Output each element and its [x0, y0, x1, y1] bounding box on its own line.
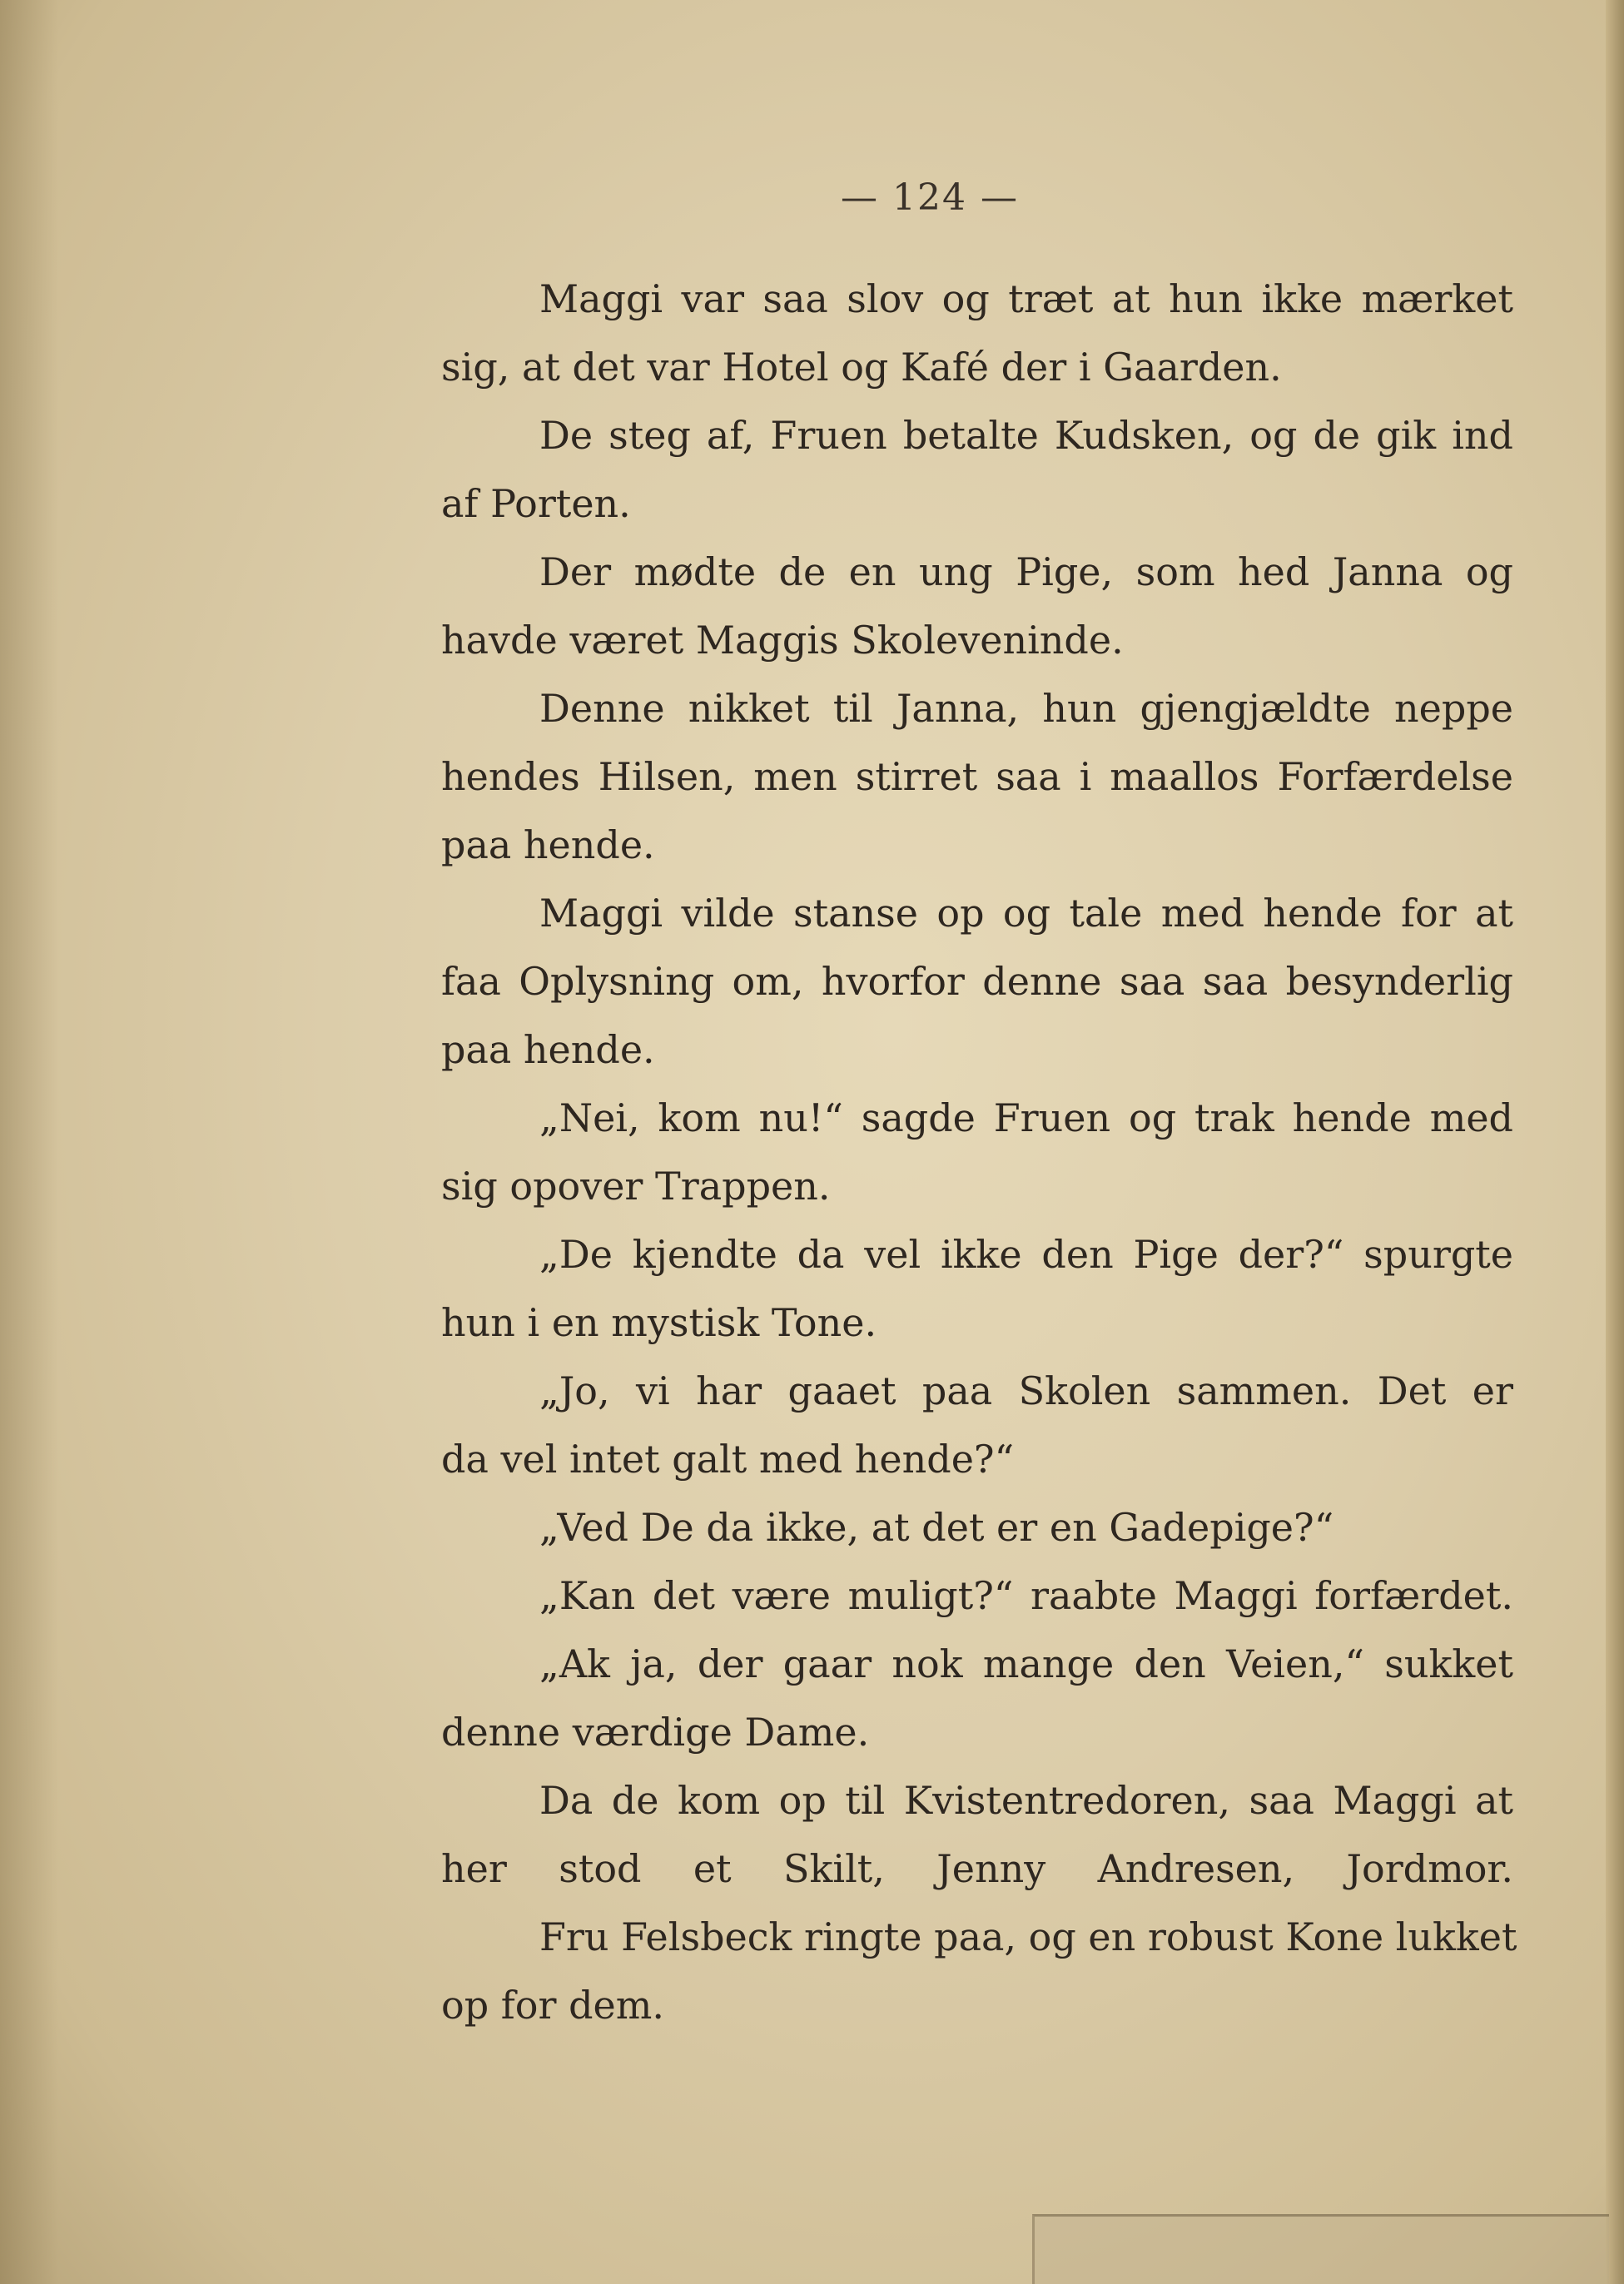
text-line: af Porten.	[441, 481, 631, 526]
text-line: sig, at det var Hotel og Kafé der i Gaarden.	[441, 345, 1282, 390]
text-line: da vel intet galt med hende?“	[441, 1437, 1015, 1482]
text-line: op for dem.	[441, 1983, 665, 2028]
text-line: denne værdige Dame.	[441, 1710, 870, 1755]
text-line: faa Oplysning om, hvorfor denne saa saa besynderlig	[441, 959, 1513, 1004]
text-line: Denne nikket til Janna, hun gjengjældte neppe	[539, 686, 1513, 731]
text-line: sig opover Trappen.	[441, 1164, 831, 1209]
text-line: „Nei, kom nu!“ sagde Fruen og trak hende med	[539, 1095, 1513, 1140]
text-line: Der mødte de en ung Pige, som hed Janna og	[539, 549, 1513, 594]
scan-corner-mark	[1032, 2214, 1609, 2284]
text-line: paa hende.	[441, 822, 655, 867]
text-line: hun i en mystisk Tone.	[441, 1300, 877, 1345]
text-line: paa hende.	[441, 1027, 655, 1072]
text-line: „Ak ja, der gaar nok mange den Veien,“ sukket	[539, 1641, 1513, 1686]
page-number: — 124 —	[841, 176, 1019, 219]
text-line: her stod et Skilt, Jenny Andresen, Jordmor.	[441, 1846, 1513, 1891]
text-line: „Ved De da ikke, at det er en Gadepige?“	[539, 1505, 1334, 1550]
text-line: Maggi vilde stanse op og tale med hende for at	[539, 891, 1513, 936]
text-line: „De kjendte da vel ikke den Pige der?“ spurgte	[539, 1232, 1513, 1277]
text-line: „Kan det være muligt?“ raabte Maggi forfærdet.	[539, 1573, 1513, 1618]
binding-shadow	[0, 0, 58, 2284]
text-line: havde været Maggis Skoleveninde.	[441, 618, 1124, 663]
page-edge	[1606, 0, 1624, 2284]
body-text	[441, 265, 1517, 2039]
text-line: „Jo, vi har gaaet paa Skolen sammen. Det er	[539, 1368, 1513, 1413]
text-line: Maggi var saa slov og træt at hun ikke mærket	[539, 276, 1513, 321]
text-line: hendes Hilsen, men stirret saa i maallos Forfærdelse	[441, 754, 1513, 799]
text-line: Da de kom op til Kvistentredoren, saa Maggi at	[539, 1778, 1513, 1823]
text-line: Fru Felsbeck ringte paa, og en robust Kone lukket	[539, 1914, 1517, 1959]
text-line: De steg af, Fruen betalte Kudsken, og de gik ind	[539, 413, 1513, 458]
